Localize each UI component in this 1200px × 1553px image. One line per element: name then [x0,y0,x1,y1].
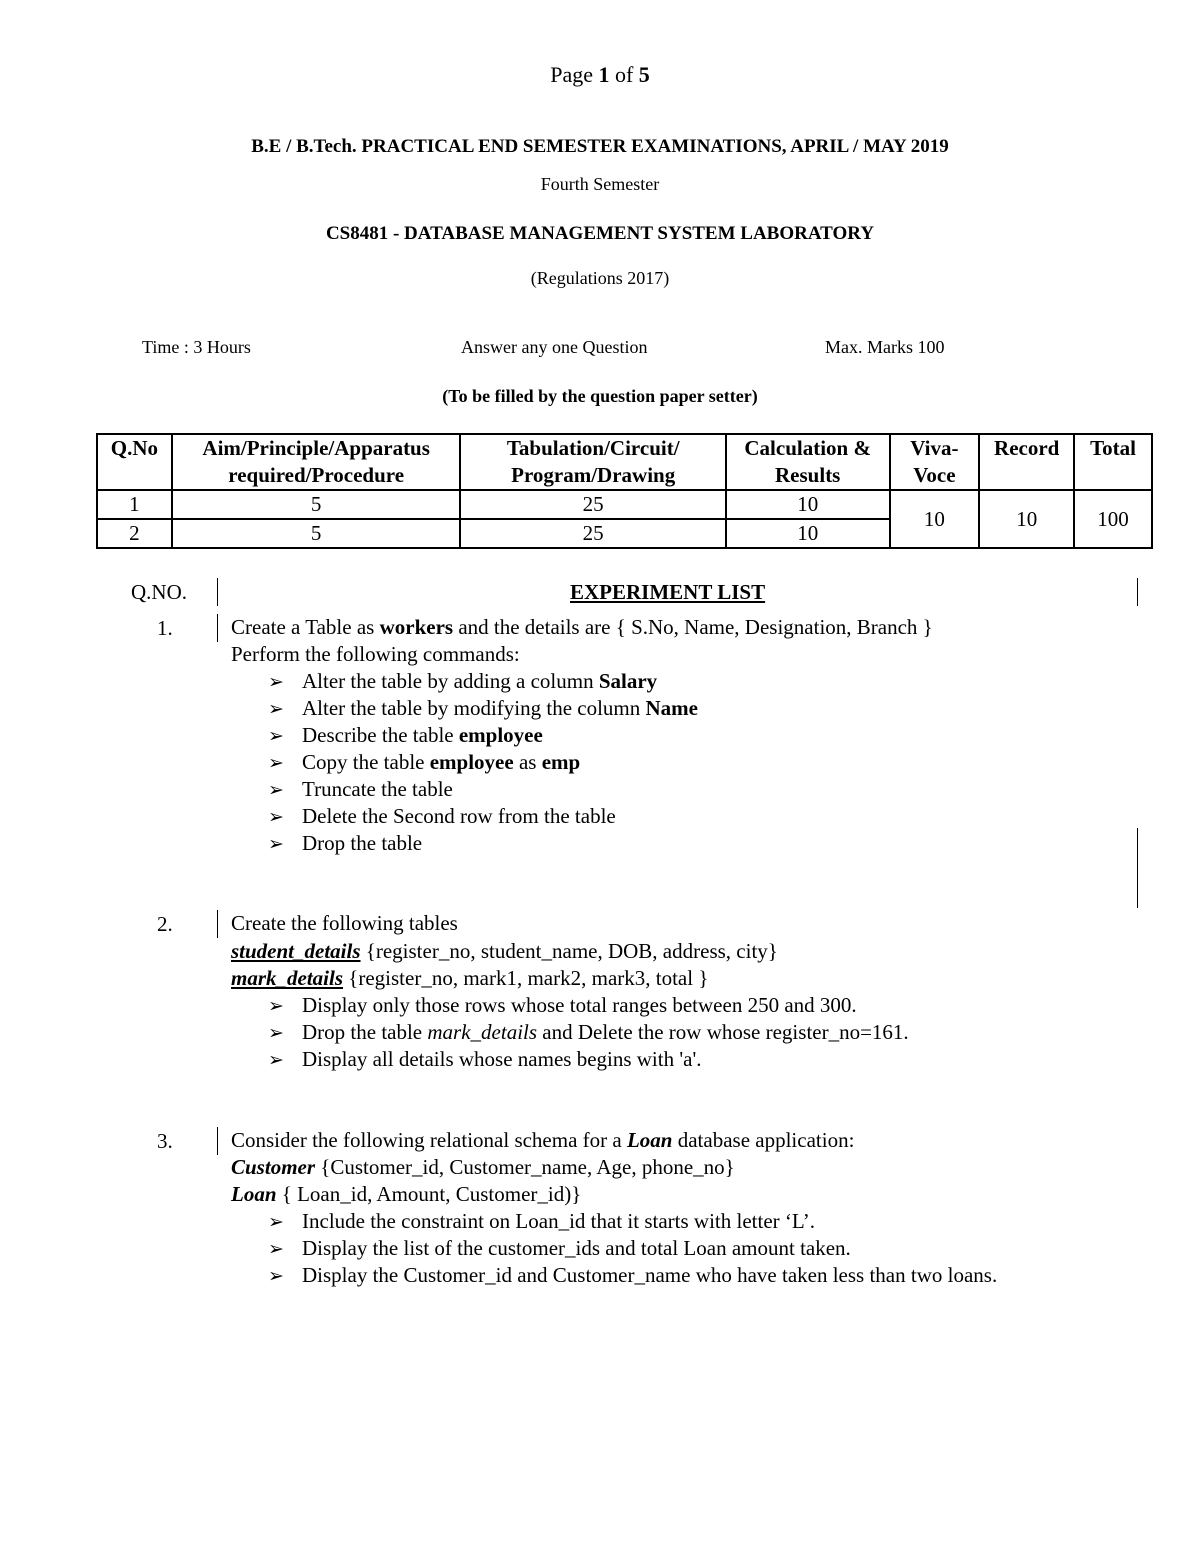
setter-note: (To be filled by the question paper setter) [442,386,758,406]
column-divider [217,578,218,606]
cell-tabulation: 25 [460,490,725,519]
list-item: ➢ Display the list of the customer_ids and total Loan amount taken. [268,1235,851,1263]
list-item: ➢ Delete the Second row from the table [268,803,616,831]
cell-tabulation: 25 [460,519,725,548]
column-divider [217,1127,218,1155]
arrow-bullet-icon: ➢ [268,996,284,1017]
page-number: Page 1 of 5 [550,62,650,87]
arrow-bullet-icon: ➢ [268,1239,284,1260]
cell-total: 100 [1074,490,1152,548]
exam-title: B.E / B.Tech. PRACTICAL END SEMESTER EXAMINATIONS, APRIL / MAY 2019 [251,136,949,157]
max-marks: Max. Marks 100 [825,337,945,357]
list-item: ➢ Drop the table mark_details and Delete the row whose register_no=161. [268,1019,909,1047]
cell-calculation: 10 [726,490,890,519]
q2-intro: Create the following tables [231,911,458,935]
arrow-bullet-icon: ➢ [268,780,284,801]
list-item: ➢ Display only those rows whose total ranges between 250 and 300. [268,992,857,1020]
q3-table-customer: Customer {Customer_id, Customer_name, Age, phone_no} [231,1155,735,1179]
list-item: ➢ Display the Customer_id and Customer_name who have taken less than two loans. [268,1262,997,1290]
list-item: ➢ Drop the table [268,830,422,858]
qno-column-label: Q.NO. [131,580,187,604]
question-number: 1. [157,616,173,640]
cell-qno: 2 [97,519,172,548]
list-item: ➢ Display all details whose names begins with 'a'. [268,1046,702,1074]
experiment-list-heading: EXPERIMENT LIST [570,580,766,604]
column-divider [217,910,218,938]
header-calculation: Calculation & Results [726,434,890,490]
header-qno: Q.No [97,434,172,490]
column-divider [1137,578,1138,606]
header-aim: Aim/Principle/Apparatus required/Procedure [172,434,461,490]
cell-calculation: 10 [726,519,890,548]
arrow-bullet-icon: ➢ [268,807,284,828]
cell-qno: 1 [97,490,172,519]
semester: Fourth Semester [540,174,660,194]
q3-intro: Consider the following relational schema for a Loan database application: [231,1128,855,1152]
header-total: Total [1074,434,1152,490]
arrow-bullet-icon: ➢ [268,1266,284,1287]
arrow-bullet-icon: ➢ [268,726,284,747]
list-item: ➢ Include the constraint on Loan_id that it starts with letter ‘L’. [268,1208,815,1236]
question-number: 2. [157,912,173,936]
header-viva: Viva- Voce [890,434,980,490]
list-item: ➢ Truncate the table [268,776,453,804]
list-item: ➢ Alter the table by adding a column Salary [268,668,657,696]
header-tabulation: Tabulation/Circuit/ Program/Drawing [460,434,725,490]
cell-record: 10 [979,490,1074,548]
exam-time: Time : 3 Hours [142,337,251,357]
cell-aim: 5 [172,519,461,548]
q1-instruction: Perform the following commands: [231,642,520,666]
arrow-bullet-icon: ➢ [268,1050,284,1071]
column-divider [217,614,218,642]
marks-table [96,433,1153,549]
instruction: Answer any one Question [461,337,648,357]
regulations: (Regulations 2017) [530,268,670,288]
arrow-bullet-icon: ➢ [268,672,284,693]
q1-intro: Create a Table as workers and the details are { S.No, Name, Designation, Branch } [231,615,933,639]
arrow-bullet-icon: ➢ [268,1212,284,1233]
arrow-bullet-icon: ➢ [268,834,284,855]
cell-aim: 5 [172,490,461,519]
q3-table-loan: Loan { Loan_id, Amount, Customer_id)} [231,1182,582,1206]
subject-title: CS8481 - DATABASE MANAGEMENT SYSTEM LABORATORY [325,223,875,244]
arrow-bullet-icon: ➢ [268,1023,284,1044]
q2-table-mark: mark_details {register_no, mark1, mark2, mark3, total } [231,966,709,990]
q2-table-student: student_details {register_no, student_name, DOB, address, city} [231,939,778,963]
list-item: ➢ Alter the table by modifying the column Name [268,695,698,723]
table-header-row [97,434,1152,490]
list-item: ➢ Describe the table employee [268,722,543,750]
question-number: 3. [157,1129,173,1153]
arrow-bullet-icon: ➢ [268,699,284,720]
cell-viva: 10 [890,490,980,548]
arrow-bullet-icon: ➢ [268,753,284,774]
column-divider [1137,828,1138,908]
table-row [97,490,1152,519]
header-record: Record [979,434,1074,490]
list-item: ➢ Copy the table employee as emp [268,749,580,777]
